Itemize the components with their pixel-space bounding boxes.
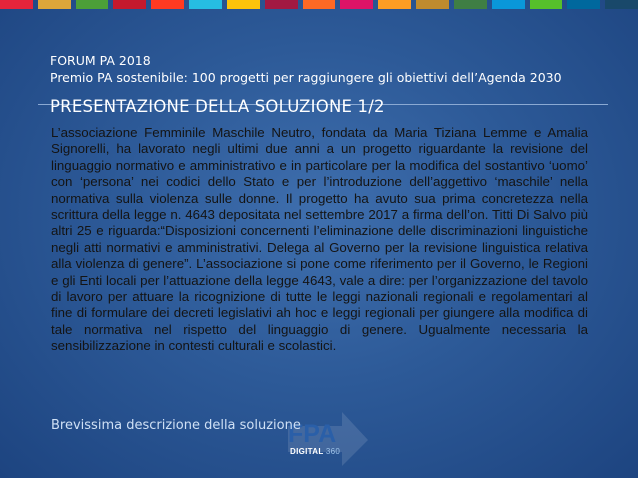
sdg-color-block-12 xyxy=(416,0,449,9)
sdg-color-bar xyxy=(0,0,638,9)
sdg-color-block-10 xyxy=(340,0,373,9)
sdg-color-block-3 xyxy=(76,0,109,9)
slide-header xyxy=(50,52,562,86)
description-placeholder: Brevissima descrizione della soluzione xyxy=(51,418,301,433)
sdg-color-block-17 xyxy=(605,0,638,9)
sdg-color-block-9 xyxy=(303,0,336,9)
sdg-color-block-13 xyxy=(454,0,487,9)
sdg-color-block-8 xyxy=(265,0,298,9)
logo-tagline-word: DIGITAL xyxy=(290,447,324,456)
sdg-color-block-4 xyxy=(113,0,146,9)
sdg-color-block-6 xyxy=(189,0,222,9)
sdg-color-block-15 xyxy=(530,0,563,9)
logo-tagline xyxy=(290,447,340,456)
body-paragraph: L’associazione Femminile Maschile Neutro, fondata da Maria Tiziana Lemme e Amalia Signorelli, ha lavorato negli ultimi due anni a un progetto riguardante la revisione del linguaggio normativo e amministrativo e in particolare per la modifica del sostantivo ‘uomo’ con ‘persona’ nei codici dello Stato e per l’introduzione dell’aggettivo ‘maschile’ nella normativa sulla violenza sulle donne. Il progetto ha avuto sua prima concretezza nella scrittura della legge n. 4643 depositata nel settembre 2017 a firma dell’on. Titti Di Salvo più altri 25 e riguarda:“Disposizioni concernenti l’eliminazione delle discriminazioni linguistiche negli atti normativi e amministrativi. Delega al Governo per la revisione linguistica relativa alla violenza di genere”. L’associazione si pone come riferimento per il Governo, le Regioni e gli Enti locali per l’attuazione della legge 4643, vale a dire: per l’organizzazione del tavolo di lavoro per attuare la ricognizione di tutte le leggi nazionali regionali e regolamentari al fine di formulare dei decreti legislativi ah hoc e leggi regionali per giungere alla modifica di tale normativa nel rispetto del linguaggio di genere. Ugualmente necessaria la sensibilizzazione in contesti culturali e scolastici. xyxy=(51,125,588,354)
sdg-color-block-16 xyxy=(567,0,600,9)
event-name: FORUM PA 2018 xyxy=(50,53,151,68)
fpa-logo xyxy=(282,406,372,468)
sdg-color-block-14 xyxy=(492,0,525,9)
event-subtitle: Premio PA sostenibile: 100 progetti per raggiungere gli obiettivi dell’Agenda 2030 xyxy=(50,70,562,85)
logo-tagline-number: 360 xyxy=(325,447,341,456)
logo-letters: FPA xyxy=(288,420,337,448)
sdg-color-block-11 xyxy=(378,0,411,9)
sdg-color-block-7 xyxy=(227,0,260,9)
sdg-color-block-2 xyxy=(38,0,71,9)
slide-title: PRESENTAZIONE DELLA SOLUZIONE 1/2 xyxy=(50,97,385,116)
sdg-color-block-1 xyxy=(0,0,33,9)
sdg-color-block-5 xyxy=(151,0,184,9)
